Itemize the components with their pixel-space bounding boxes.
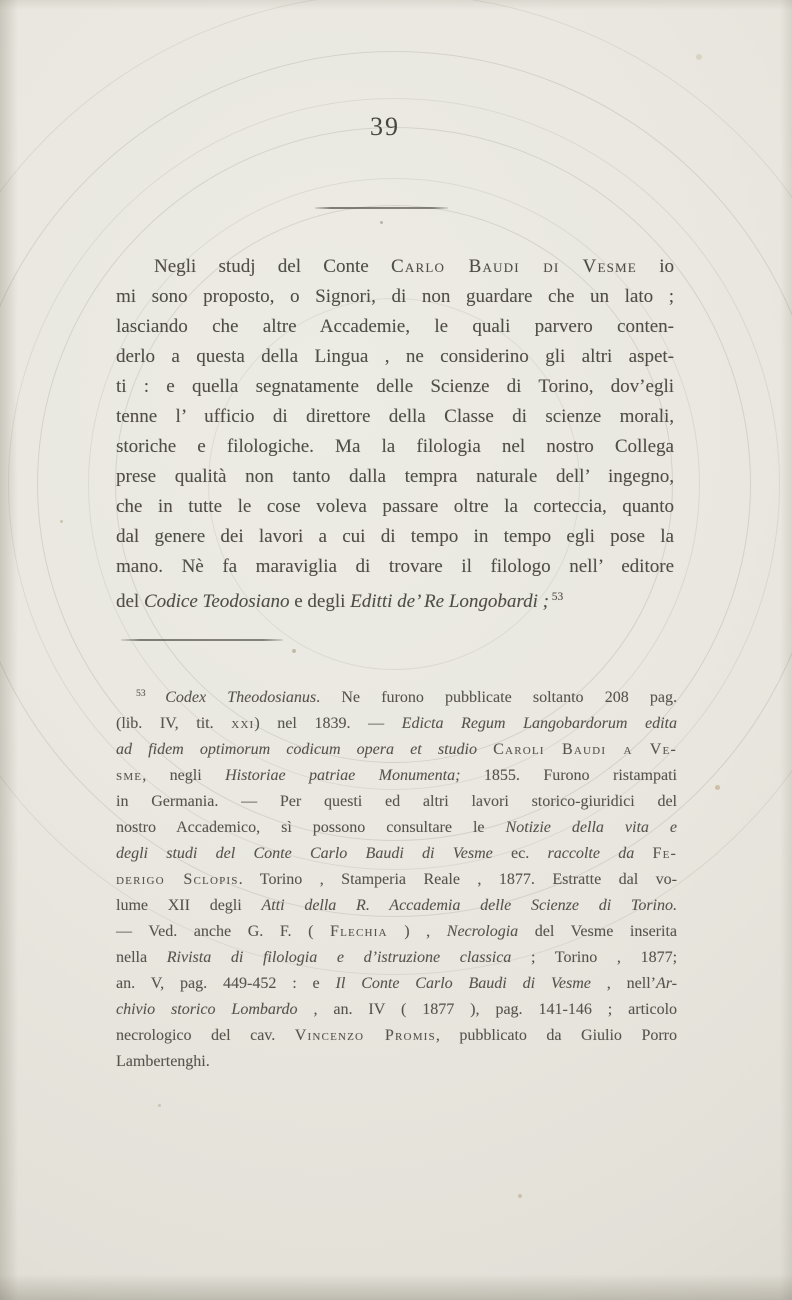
text-segment: Necrologia <box>446 922 519 940</box>
text-segment: del <box>116 590 144 612</box>
text-segment: Vincenzo Promis <box>294 1026 436 1044</box>
text-segment: tenne l’ ufficio di direttore della Classe di scienze morali, <box>116 406 674 427</box>
text-segment: Editti de’ Re Longobardi ; <box>350 590 549 612</box>
text-segment: io <box>636 256 675 277</box>
text-segment: ) nel 1839. — <box>254 714 402 732</box>
text-segment: Notizie della vita e <box>505 818 677 836</box>
text-segment: sme <box>116 766 143 784</box>
text-segment: Caroli Baudi a Ve- <box>493 740 677 758</box>
foxing-speck <box>158 1104 161 1107</box>
text-segment: Ar- <box>656 974 678 992</box>
text-segment: lume XII degli <box>116 896 262 914</box>
text-segment: , nell’ <box>590 974 656 992</box>
text-line <box>116 815 677 841</box>
text-segment: 1855. Furono ristampati <box>460 766 677 784</box>
text-segment: Codice Teodosiano <box>143 590 290 612</box>
text-segment: del Vesme inserita <box>518 922 677 940</box>
text-segment: lasciando che altre Accademie, le quali parvero conten- <box>116 316 674 337</box>
text-segment: Carlo Baudi di Vesme <box>391 256 637 277</box>
text-segment: Atti della R. Accademia delle Scienze di Torino. <box>261 896 677 914</box>
foxing-speck <box>715 785 720 790</box>
text-segment: necrologico del cav. <box>116 1026 295 1044</box>
text-line <box>116 492 674 522</box>
text-segment: (lib. IV, tit. <box>116 714 232 732</box>
page-number: 39 <box>370 112 400 141</box>
foxing-speck <box>696 54 702 60</box>
footnote <box>116 681 677 1075</box>
text-line <box>116 552 674 582</box>
text-segment: chivio storico Lombardo <box>116 1000 298 1018</box>
text-line <box>116 342 674 372</box>
text-segment: Codex Theodosianus <box>165 688 317 706</box>
main-paragraph <box>116 252 674 617</box>
text-segment: Lambertenghi. <box>116 1052 210 1070</box>
text-line <box>116 282 674 312</box>
text-segment: xxi <box>231 714 255 732</box>
text-segment: Rivista di filologia e d’istruzione classica <box>166 948 512 966</box>
text-segment: derigo Sclopis <box>116 870 239 888</box>
text-segment: prese qualità non tanto dalla tempra naturale dell’ ingegno, <box>116 466 674 487</box>
text-line <box>116 522 674 552</box>
text-segment: . Torino , Stamperia Reale , 1877. Estratte dal vo- <box>238 870 678 888</box>
text-line <box>116 711 677 737</box>
text-line <box>116 402 674 432</box>
text-line <box>116 681 677 711</box>
text-segment: an. V, pag. 449-452 : e <box>116 974 336 992</box>
text-segment: ; Torino , 1877; <box>511 948 678 966</box>
text-line <box>116 867 677 893</box>
text-line <box>116 919 677 945</box>
text-segment: storiche e filologiche. Ma la filologia nel nostro Collega <box>116 436 674 457</box>
text-segment: , pubblicato da Giulio Porro <box>435 1026 677 1044</box>
text-line <box>116 462 674 492</box>
text-segment: ad fidem optimorum codicum opera et studio <box>116 740 494 758</box>
foxing-speck <box>60 520 63 523</box>
text-line <box>116 1049 677 1075</box>
text-segment: 53 <box>548 591 564 603</box>
text-line <box>116 893 677 919</box>
text-line <box>116 582 674 617</box>
text-segment: degli studi del Conte Carlo Baudi di Vesme <box>116 844 493 862</box>
text-segment: , negli <box>142 766 226 784</box>
section-divider <box>315 207 448 209</box>
text-segment: ) , <box>387 922 447 940</box>
text-segment: ec. <box>492 844 548 862</box>
text-line <box>116 971 677 997</box>
footnote-divider <box>121 639 283 641</box>
text-line <box>116 945 677 971</box>
foxing-speck <box>380 221 383 224</box>
text-segment: . Ne furono pubblicate soltanto 208 pag. <box>316 688 677 706</box>
foxing-speck <box>292 649 296 653</box>
text-segment: , an. IV ( 1877 ), pag. 141-146 ; articolo <box>297 1000 678 1018</box>
text-segment: in Germania. — Per questi ed altri lavori storico-giuridici del <box>116 792 677 810</box>
text-segment: Negli studj del Conte <box>154 256 391 277</box>
page-edge-shadow-bottom <box>0 1274 792 1300</box>
text-segment: Edicta Regum Langobardorum edita <box>401 714 677 732</box>
text-line <box>116 789 677 815</box>
text-line <box>116 737 677 763</box>
text-segment: raccolte da <box>547 844 653 862</box>
text-segment: Il Conte Carlo Baudi di Vesme <box>335 974 591 992</box>
text-segment: — Ved. anche G. F. ( <box>116 922 331 940</box>
text-segment: che in tutte le cose voleva passare oltre la corteccia, quanto <box>116 496 674 517</box>
text-segment: Flechia <box>330 922 388 940</box>
text-line <box>116 252 674 282</box>
foxing-speck <box>518 1194 522 1198</box>
text-line <box>116 763 677 789</box>
text-segment: nostro Accademico, sì possono consultare le <box>116 818 506 836</box>
text-segment: Fe- <box>652 844 678 862</box>
text-segment: Historiae patriae Monumenta; <box>225 766 461 784</box>
text-segment: e degli <box>289 590 351 612</box>
text-line <box>116 432 674 462</box>
text-line <box>116 841 677 867</box>
text-line <box>116 1023 677 1049</box>
text-segment: 53 <box>136 688 166 699</box>
text-segment: ti : e quella segnatamente delle Scienze di Torino, dov’egli <box>116 376 674 397</box>
text-line <box>116 312 674 342</box>
text-segment: nella <box>116 948 167 966</box>
text-segment: derlo a questa della Lingua , ne considerino gli altri aspet- <box>116 346 674 367</box>
text-segment: dal genere dei lavori a cui di tempo in tempo egli pose la <box>116 526 674 547</box>
text-segment: mano. Nè fa maraviglia di trovare il filologo nell’ editore <box>116 556 674 577</box>
text-line <box>116 372 674 402</box>
text-line <box>116 997 677 1023</box>
text-segment: mi sono proposto, o Signori, di non guardare che un lato ; <box>116 286 674 307</box>
